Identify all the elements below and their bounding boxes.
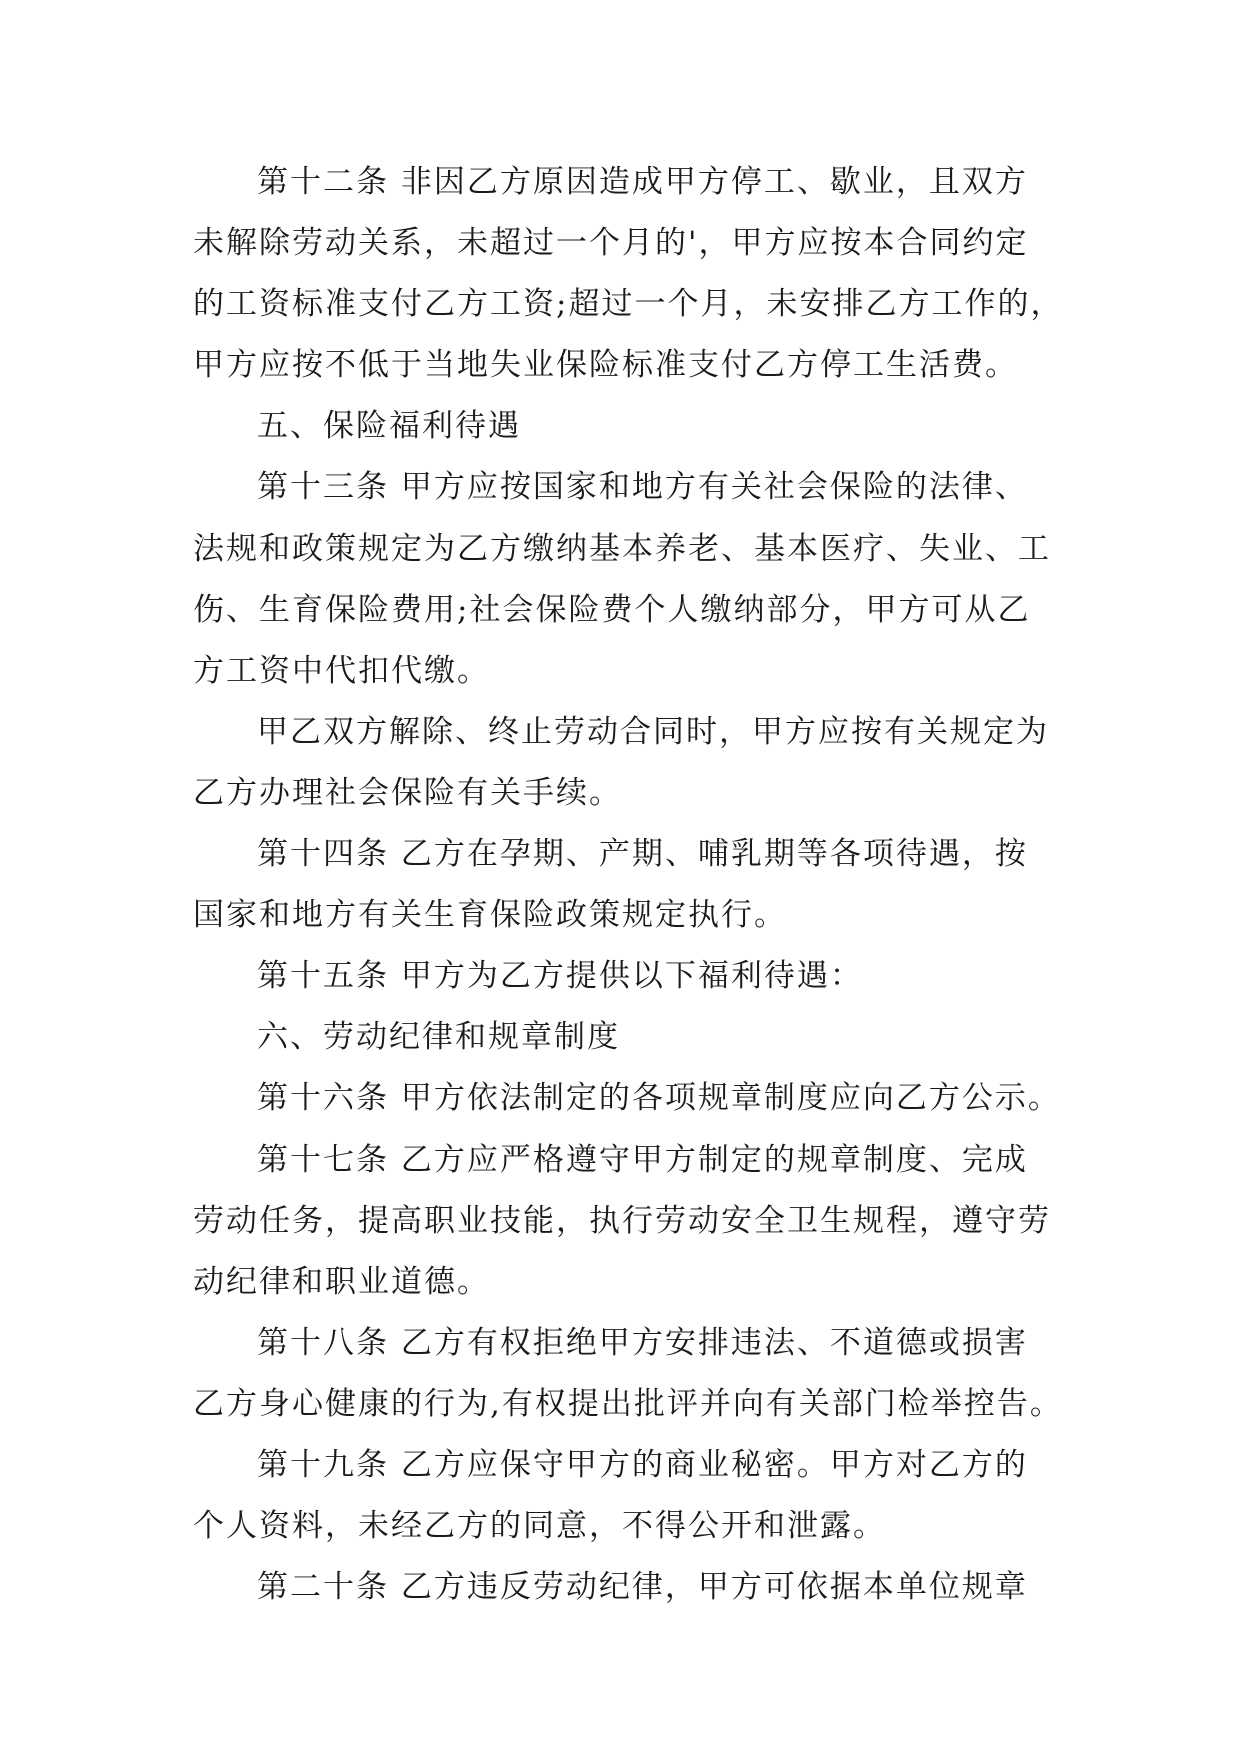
text-line: 第十九条 乙方应保守甲方的商业秘密。甲方对乙方的 [257,1446,1028,1483]
paragraph-article-16 [193,1068,1073,1129]
paragraph-article-12 [193,152,1073,396]
paragraph-article-20 [193,1557,1073,1618]
text-line: 第十七条 乙方应严格遵守甲方制定的规章制度、完成 [257,1141,1028,1178]
paragraph-article-15 [193,946,1073,1007]
text-line: 法规和政策规定为乙方缴纳基本养老、基本医疗、失业、工 [193,530,1051,567]
text-line: 方工资中代扣代缴。 [193,652,490,689]
paragraph-article-13-part-2 [193,702,1073,824]
text-line: 六、劳动纪律和规章制度 [257,1019,620,1056]
text-line: 伤、生育保险费用;社会保险费个人缴纳部分，甲方可从乙 [193,591,1031,628]
text-line: 未解除劳动关系，未超过一个月的'，甲方应按本合同约定 [193,225,1029,262]
text-line: 的工资标准支付乙方工资;超过一个月，未安排乙方工作的， [193,286,1064,323]
text-line: 第十五条 甲方为乙方提供以下福利待遇： [257,958,863,995]
text-line: 劳动任务，提高职业技能，执行劳动安全卫生规程，遵守劳 [193,1202,1051,1239]
text-line: 动纪律和职业道德。 [193,1263,490,1300]
text-line: 国家和地方有关生育保险政策规定执行。 [193,897,787,934]
text-line: 甲方应按不低于当地失业保险标准支付乙方停工生活费。 [193,347,1018,384]
text-line: 个人资料，未经乙方的同意，不得公开和泄露。 [193,1508,886,1545]
document-body [193,152,1073,1618]
text-line: 第十六条 甲方依法制定的各项规章制度应向乙方公示。 [257,1080,1061,1117]
text-line: 乙方身心健康的行为,有权提出批评并向有关部门检举控告。 [193,1385,1063,1422]
text-line: 乙方办理社会保险有关手续。 [193,774,622,811]
paragraph-article-17 [193,1130,1073,1313]
text-line: 第十二条 非因乙方原因造成甲方停工、歇业，且双方 [257,164,1028,200]
text-line: 第十八条 乙方有权拒绝甲方安排违法、不道德或损害 [257,1324,1028,1361]
text-line: 甲乙双方解除、终止劳动合同时，甲方应按有关规定为 [257,713,1049,750]
paragraph-article-18 [193,1313,1073,1435]
text-line: 五、保险福利待遇 [257,408,521,445]
paragraph-article-13 [193,457,1073,701]
text-line: 第十四条 乙方在孕期、产期、哺乳期等各项待遇，按 [257,836,1028,873]
section-heading-insurance-welfare [193,396,1073,457]
paragraph-article-14 [193,824,1073,946]
text-line: 第十三条 甲方应按国家和地方有关社会保险的法律、 [257,469,1028,506]
paragraph-article-19 [193,1435,1073,1557]
text-line: 第二十条 乙方违反劳动纪律，甲方可依据本单位规章 [257,1569,1028,1606]
section-heading-labor-discipline [193,1007,1073,1068]
